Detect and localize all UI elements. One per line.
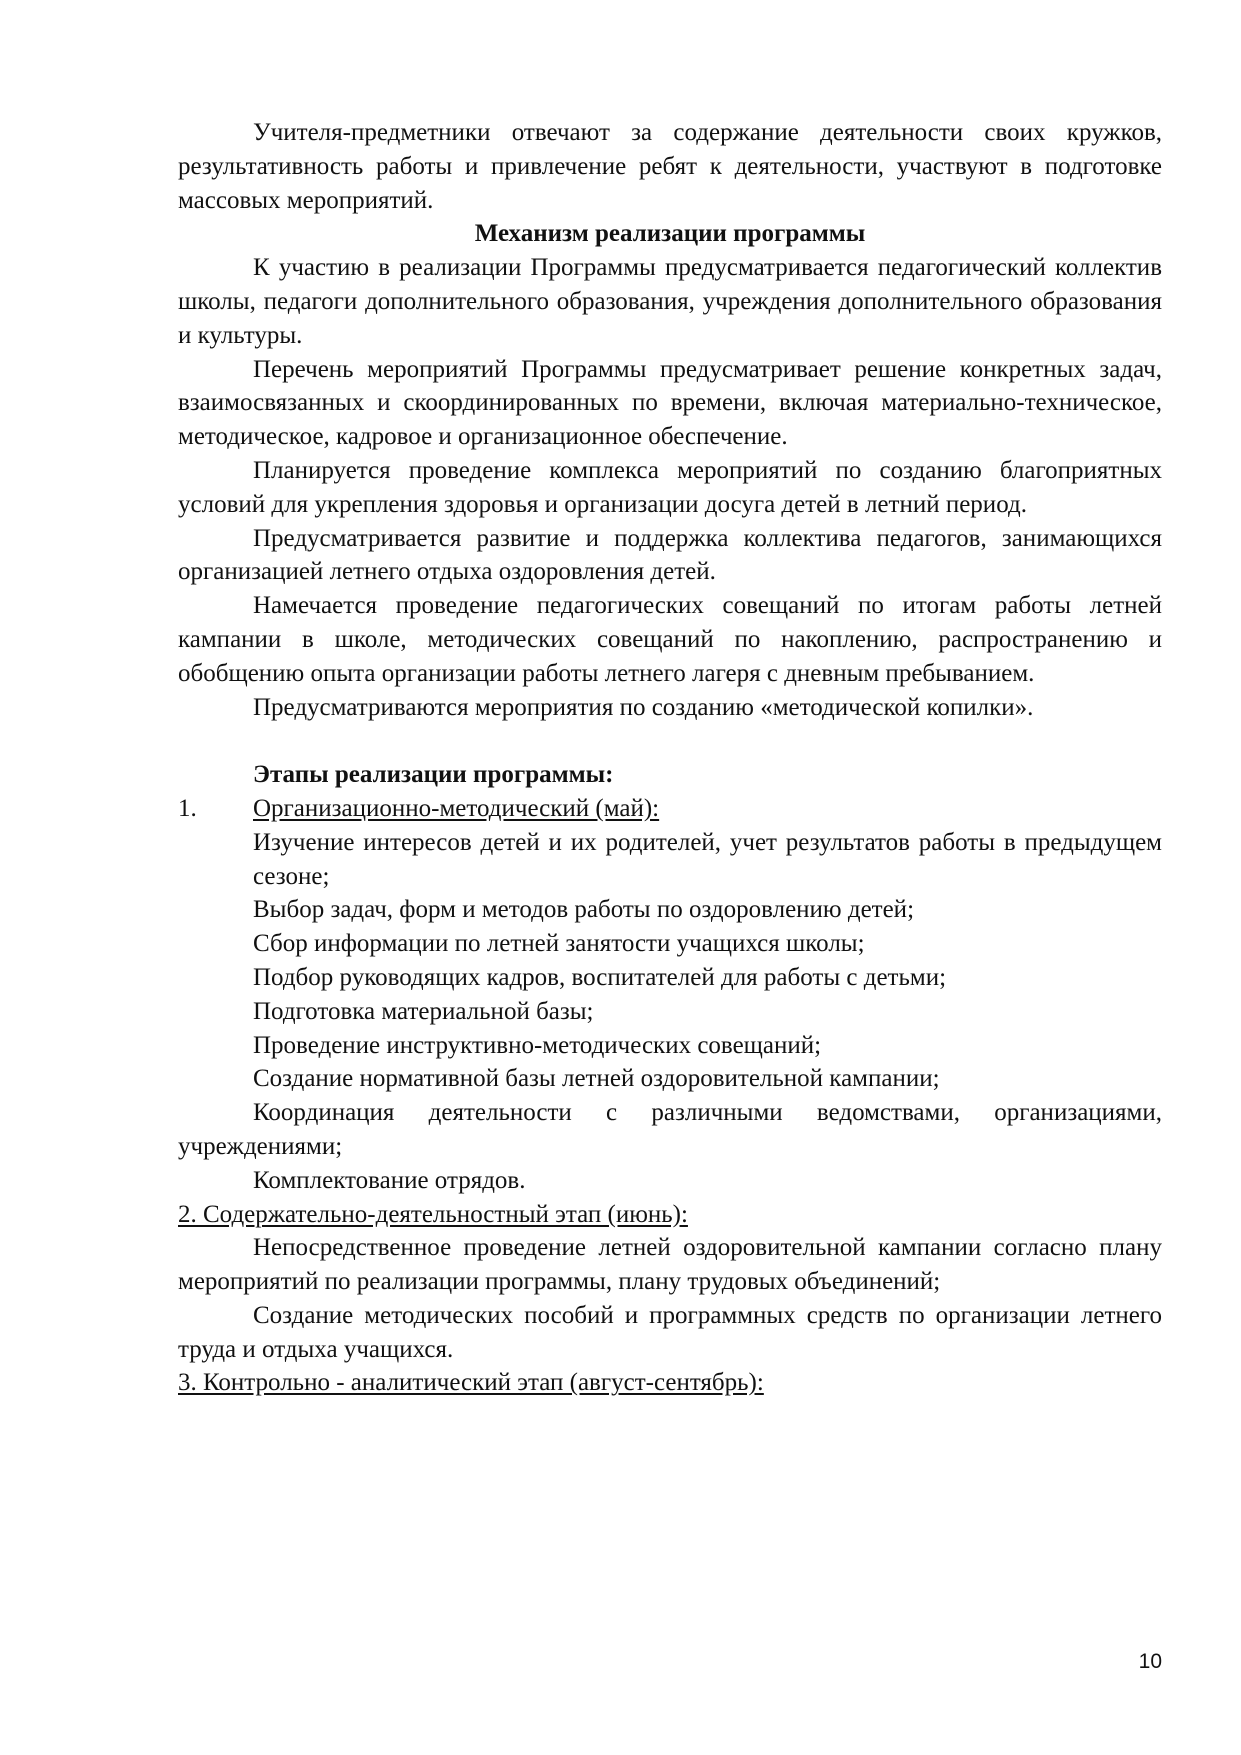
stage-2-item: Непосредственное проведение летней оздоровительной кампании согласно плану мероприятий по реализации программы, плану трудовых объединений;	[178, 1234, 1162, 1296]
document-page	[178, 116, 1162, 1400]
stage-2-title: 2. Содержательно-деятельностный этап (июнь):	[178, 1200, 688, 1228]
stage-3-title: 3. Контрольно - аналитический этап (август-сентябрь):	[178, 1369, 764, 1397]
heading-stages: Этапы реализации программы:	[253, 761, 614, 789]
stage-1-item: Создание нормативной базы летней оздоровительной кампании;	[253, 1065, 940, 1093]
paragraph-meetings: Намечается проведение педагогических совещаний по итогам работы летней кампании в школе, методических совещаний по накоплению, распространению и обобщению опыта организации работы летнего лагеря с дневным пребыванием.	[178, 592, 1162, 687]
blank-line	[178, 724, 1162, 758]
paragraph-teacher-support: Предусматривается развитие и поддержка коллектива педагогов, занимающихся организацией летнего отдыха оздоровления детей.	[178, 524, 1162, 586]
paragraph-planned-complex: Планируется проведение комплекса мероприятий по созданию благоприятных условий для укрепления здоровья и организации досуга детей в летний период.	[178, 456, 1162, 518]
stage-1-item: Проведение инструктивно-методических совещаний;	[253, 1031, 822, 1059]
stage-1-item: Комплектование отрядов.	[253, 1166, 526, 1194]
stage-1-item: Изучение интересов детей и их родителей, учет результатов работы в предыдущем сезоне;	[253, 828, 1162, 890]
stage-1-number: 1.	[178, 794, 197, 822]
stage-3-title-row	[178, 1366, 1162, 1400]
stage-2-title-row	[178, 1198, 1162, 1232]
stage-1-item: Подготовка материальной базы;	[253, 997, 594, 1025]
paragraph-activities-list: Перечень мероприятий Программы предусматривает решение конкретных задач, взаимосвязанных и скоординированных по времени, включая материально-техническое, методическое, кадровое и организационное обеспечение.	[178, 355, 1162, 451]
paragraph-participation: К участию в реализации Программы предусматривается педагогический коллектив школы, педагоги дополнительного образования, учреждения дополнительного образования и культуры.	[178, 254, 1162, 349]
heading-mechanism: Механизм реализации программы	[474, 220, 866, 248]
stage-2-item: Создание методических пособий и программных средств по организации летнего труда и отдыха учащихся.	[178, 1301, 1162, 1363]
stage-1-item: Выбор задач, форм и методов работы по оздоровлению детей;	[253, 896, 915, 924]
paragraph-methodical-bank: Предусматриваются мероприятия по созданию «методической копилки».	[253, 693, 1034, 721]
stage-1-title: Организационно-методический (май):	[253, 794, 660, 822]
page-number: 10	[1138, 1650, 1162, 1673]
stage-1-item: Координация деятельности с различными ведомствами, организациями, учреждениями;	[178, 1099, 1162, 1160]
paragraph-teachers: Учителя-предметники отвечают за содержание деятельности своих кружков, результативность работы и привлечение ребят к деятельности, участвуют в подготовке массовых мероприятий.	[178, 119, 1162, 214]
stage-1-title-row	[178, 792, 1162, 826]
stage-1-item: Подбор руководящих кадров, воспитателей для работы с детьми;	[253, 963, 947, 991]
stage-1-item: Сбор информации по летней занятости учащихся школы;	[253, 930, 865, 958]
